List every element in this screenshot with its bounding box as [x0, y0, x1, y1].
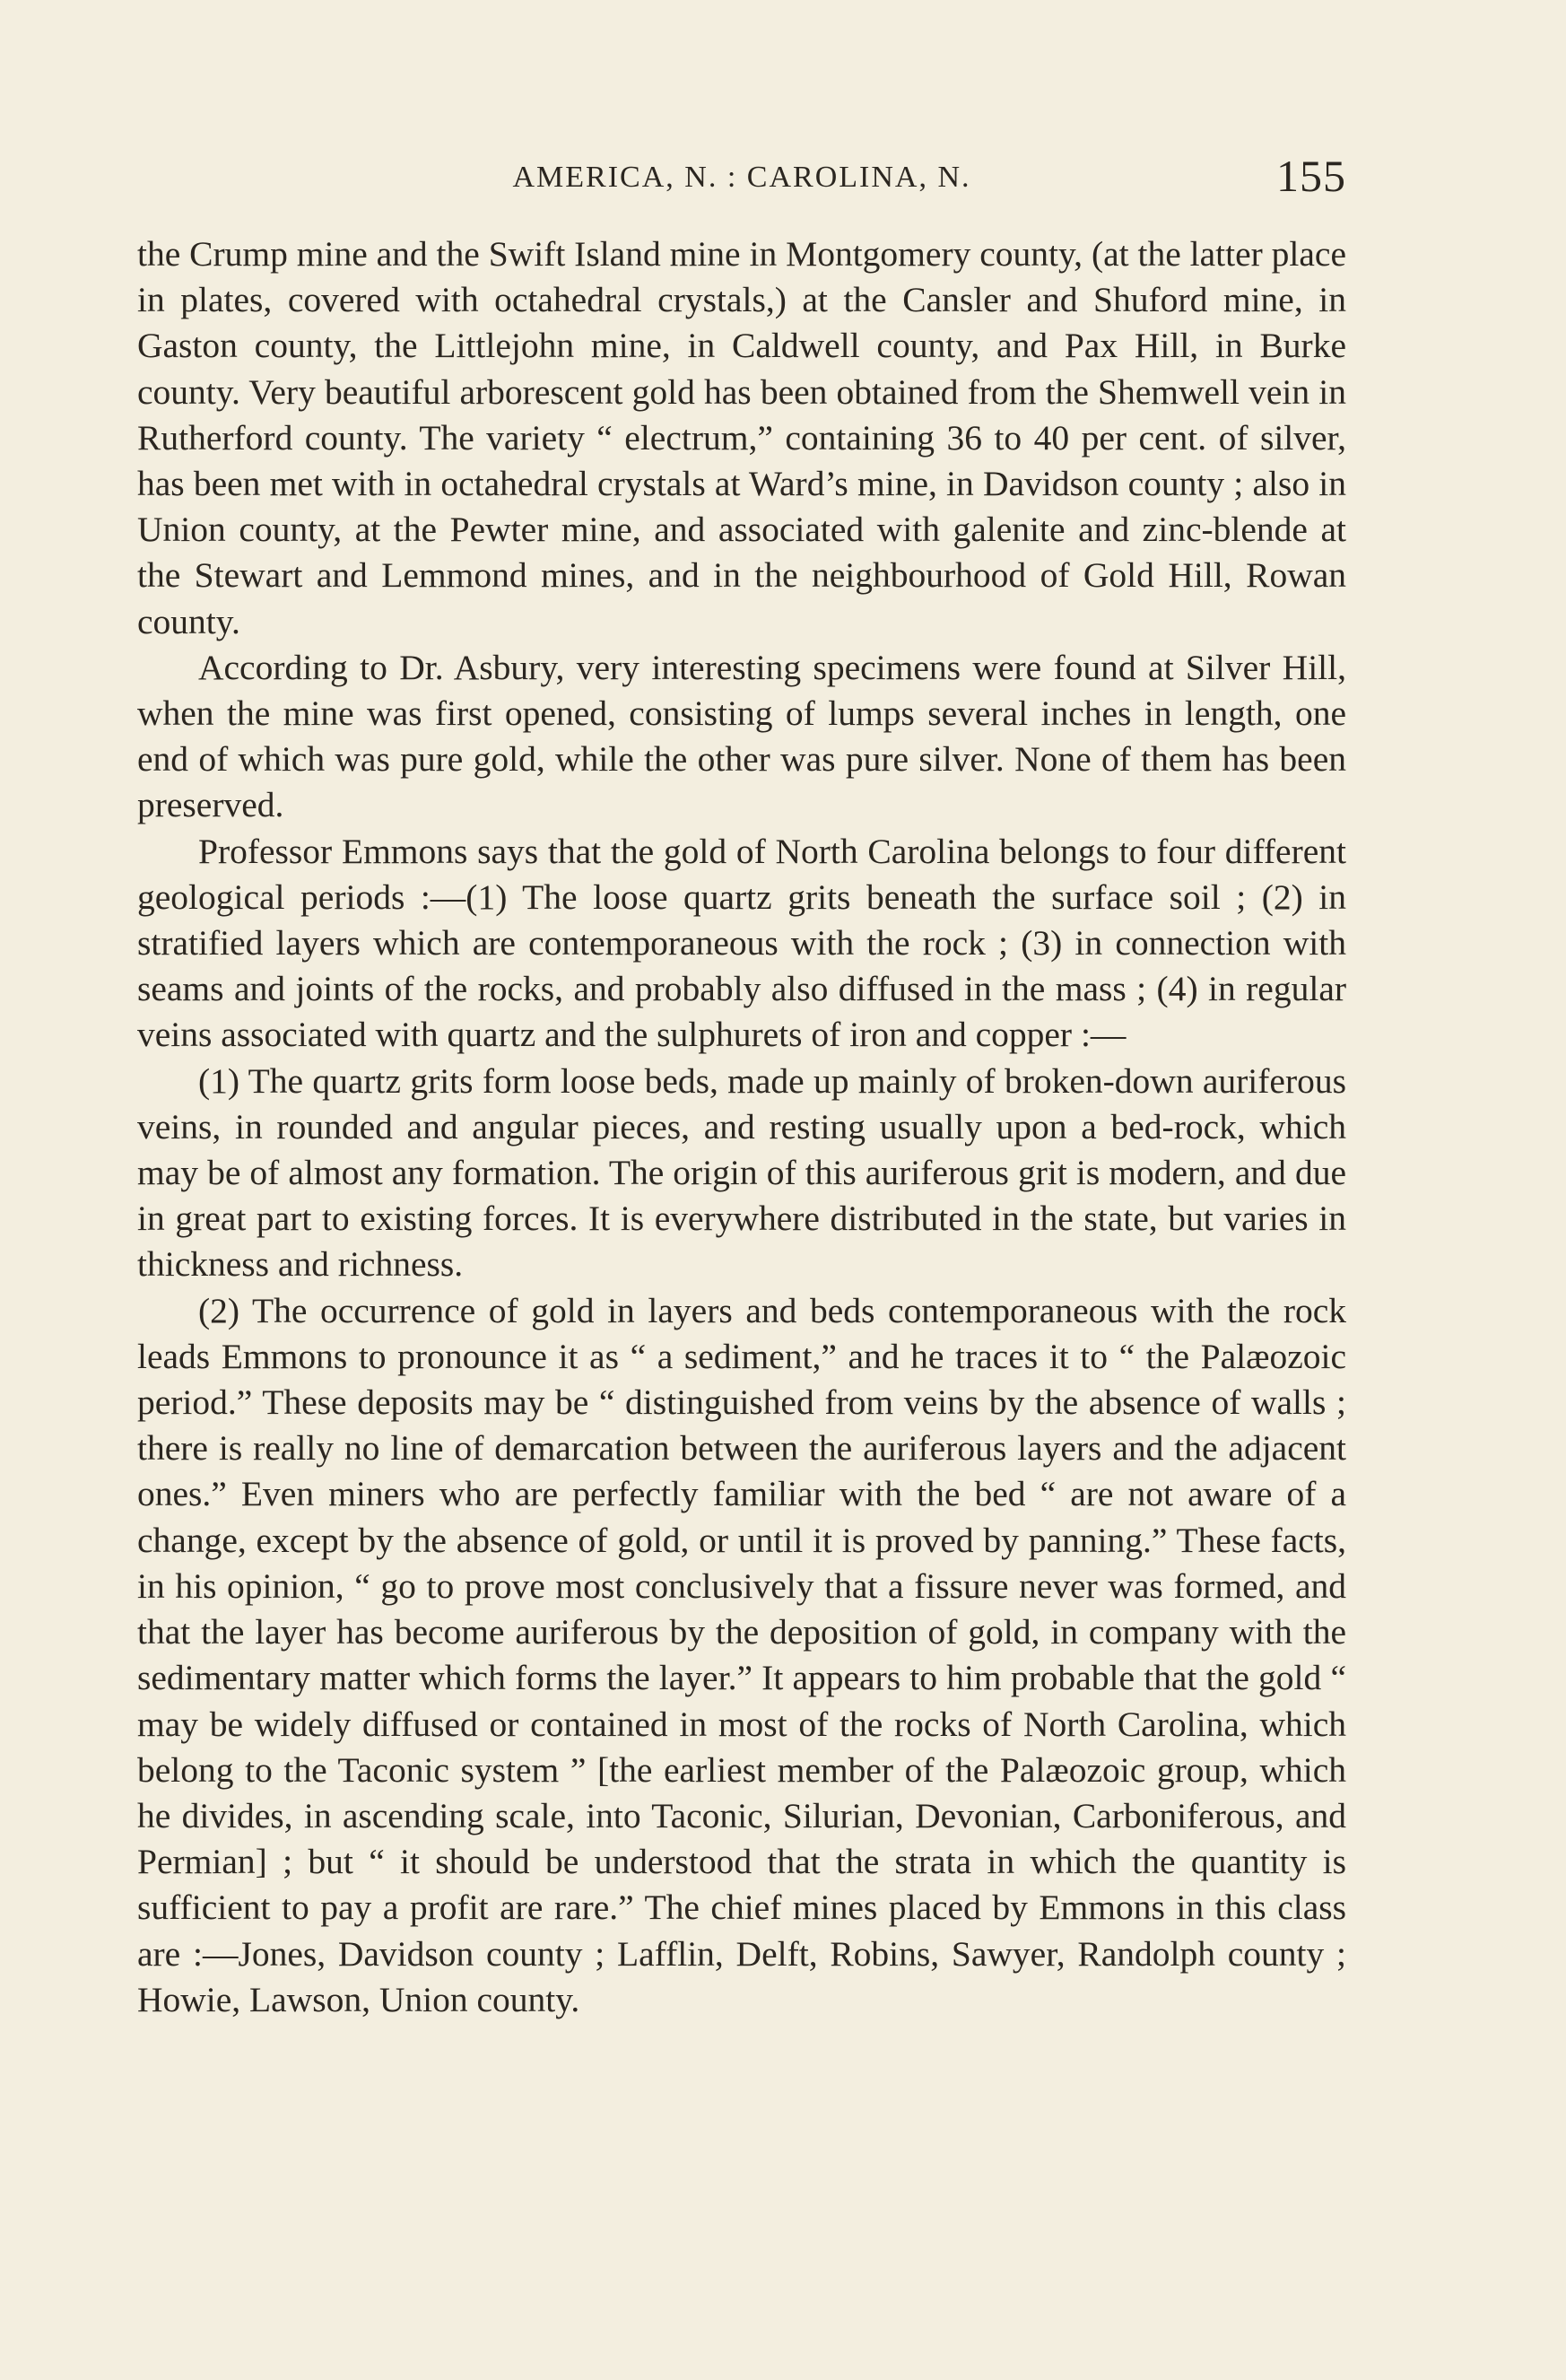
paragraph-4: (1) The quartz grits form loose beds, made up mainly of broken-down auriferous veins, in rounded and angular pieces, and resting usually upon a bed-rock, which may be of almost any formation. The origin of this auriferous grit is modern, and due in great part to existing forces. It is everywhere distributed in the state, but varies in thickness and richness.	[137, 1060, 1346, 1285]
running-head	[137, 148, 1346, 202]
page-number: 155	[1276, 151, 1346, 201]
paragraph-1: the Crump mine and the Swift Island mine in Montgomery county, (at the latter place in plates, covered with octahedral crystals,) at the Cansler and Shuford mine, in Gaston county, the Littlejohn mine, in Caldwell county, and Pax Hill, in Burke county. Very beautiful arborescent gold has been obtained from the Shemwell vein in Rutherford county. The variety “ electrum,” containing 36 to 40 per cent. of silver, has been met with in octahedral crystals at Ward’s mine, in Davidson county ; also in Union county, at the Pewter mine, and associated with galenite and zinc-blende at the Stewart and Lemmond mines, and in the neighbourhood of Gold Hill, Rowan county.	[137, 234, 1346, 641]
paragraph-2: According to Dr. Asbury, very interesting specimens were found at Silver Hill, when the mine was first opened, consisting of lumps several inches in length, one end of which was pure gold, while the other was pure silver. None of them has been preserved.	[137, 647, 1346, 825]
running-title: AMERICA, N. : CAROLINA, N.	[512, 161, 971, 194]
paragraph-3: Professor Emmons says that the gold of North Carolina belongs to four different geological periods :—(1) The loose quartz grits beneath the surface soil ; (2) in stratified layers which are contemporaneous with the rock ; (3) in connection with seams and joints of the rocks, and probably also diffused in the mass ; (4) in regular veins associated with quartz and the sulphurets of iron and copper :—	[137, 831, 1346, 1055]
body-text	[137, 231, 1346, 2023]
paragraph-5: (2) The occurrence of gold in layers and beds contemporaneous with the rock leads Emmons to pronounce it as “ a sediment,” and he traces it to “ the Palæozoic period.” These deposits may be “ distinguished from veins by the absence of walls ; there is really no line of demarcation between the auriferous layers and the adjacent ones.” Even miners who are perfectly familiar with the bed “ are not aware of a change, except by the absence of gold, or until it is proved by panning.” These facts, in his opinion, “ go to prove most conclusively that a fissure never was formed, and that the layer has become auriferous by the deposition of gold, in company with the sedimentary matter which forms the layer.” It appears to him probable that the gold “ may be widely diffused or contained in most of the rocks of North Carolina, which belong to the Taconic system ” [the earliest member of the Palæozoic group, which he divides, in ascending scale, into Taconic, Silurian, Devonian, Carboniferous, and Permian] ; but “ it should be understood that the strata in which the quantity is sufficient to pay a profit are rare.” The chief mines placed by Emmons in this class are :—Jones, Davidson county ; Lafflin, Delft, Robins, Sawyer, Randolph county ; Howie, Lawson, Union county.	[137, 1290, 1346, 2019]
